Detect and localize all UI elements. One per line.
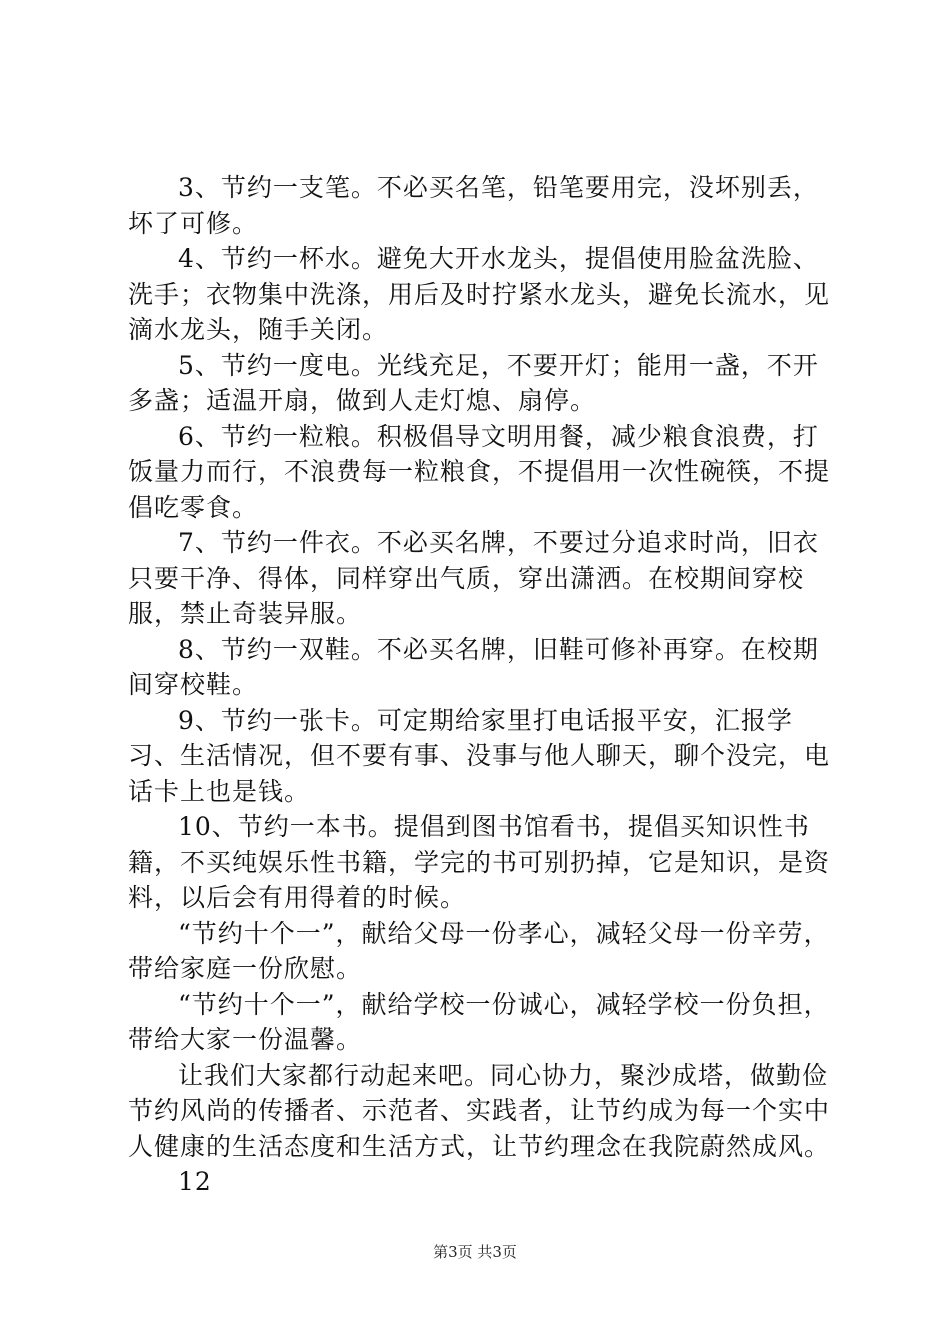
paragraph-item-5-electricity: 5、节约一度电。光线充足，不要开灯；能用一盏，不开多盏；适温开扇，做到人走灯熄、扇停。 <box>128 350 819 415</box>
page-footer: 第3页 共3页 <box>433 1243 517 1261</box>
paragraph-item-8-shoes: 8、节约一双鞋。不必买名牌，旧鞋可修补再穿。在校期间穿校鞋。 <box>128 634 819 699</box>
paragraph-item-9-card: 9、节约一张卡。可定期给家里打电话报平安，汇报学习、生活情况，但不要有事、没事与他人聊天，聊个没完，电话卡上也是钱。 <box>128 705 831 806</box>
document-body <box>128 170 836 1200</box>
paragraph-item-10-book: 10、节约一本书。提倡到图书馆看书，提倡买知识性书籍，不买纯娱乐性书籍，学完的书可别扔掉，它是知识，是资料，以后会有用得着的时候。 <box>128 812 831 912</box>
paragraph-dedication-school: “节约十个一”，献给学校一份诚心，减轻学校一份负担，带给大家一份温馨。 <box>128 989 830 1054</box>
paragraph-item-4-water: 4、节约一杯水。避免大开水龙头，提倡使用脸盆洗脸、洗手；衣物集中洗涤，用后及时拧紧水龙头，避免长流水，见滴水龙头，随手关闭。 <box>128 244 831 344</box>
paragraph-trailing-number: 12 <box>178 1167 212 1196</box>
paragraph-closing-call: 让我们大家都行动起来吧。同心协力，聚沙成塔，做勤俭节约风尚的传播者、示范者、实践者，让节约成为每一个实中人健康的生活态度和生活方式，让节约理念在我院蔚然成风。 <box>128 1060 831 1161</box>
paragraph-item-6-grain: 6、节约一粒粮。积极倡导文明用餐，减少粮食浪费，打饭量力而行，不浪费每一粒粮食，不提倡用一次性碗筷，不提倡吃零食。 <box>128 421 831 522</box>
paragraph-dedication-parents: “节约十个一”，献给父母一份孝心，减轻父母一份辛劳，带给家庭一份欣慰。 <box>128 918 830 983</box>
paragraph-item-3-pen: 3、节约一支笔。不必买名笔，铅笔要用完，没坏别丢，坏了可修。 <box>128 173 819 238</box>
paragraph-item-7-clothes: 7、节约一件衣。不必买名牌，不要过分追求时尚，旧衣只要干净、得体，同样穿出气质，穿出潇洒。在校期间穿校服，禁止奇装异服。 <box>128 528 819 628</box>
